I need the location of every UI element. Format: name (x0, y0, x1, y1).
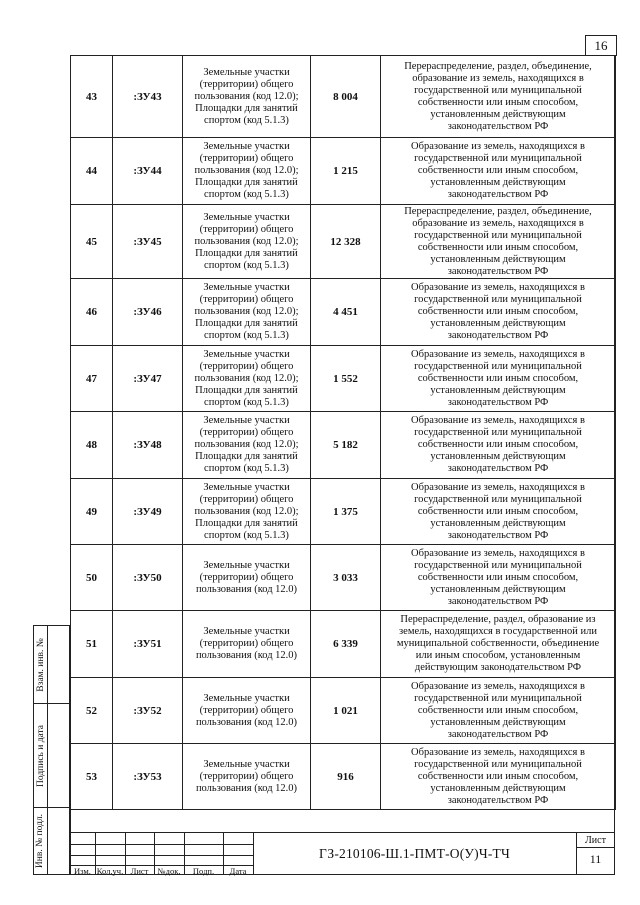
formation-method-line: образование из земель, находящихся в (412, 217, 584, 229)
plot-area: 1 021 (311, 678, 381, 744)
formation-method-line: Перераспределение, раздел, образование из (400, 614, 596, 625)
tb-header-list: Лист (130, 866, 149, 876)
permitted-use (183, 479, 311, 545)
permitted-use-line: Площадки для занятий (195, 517, 298, 529)
permitted-use-line: (территории) общего (199, 153, 294, 164)
document-code: ГЗ-210106-Ш.1-ПМТ-О(У)Ч-ТЧ (319, 845, 510, 861)
permitted-use-line: пользования (код 12.0); (194, 505, 299, 517)
permitted-use-line: пользования (код 12.0) (195, 716, 298, 728)
formation-method-line: собственности или иным способом, (417, 165, 579, 176)
plot-code: :ЗУ43 (113, 56, 183, 138)
formation-method-line: законодательством РФ (447, 794, 549, 806)
row-number: 48 (71, 412, 113, 479)
formation-method-line: Образование из земель, находящихся в (411, 746, 585, 758)
tb-header-izm: Изм. (74, 866, 91, 876)
formation-method-line: законодательством РФ (447, 396, 549, 408)
row-number: 53 (71, 744, 113, 810)
permitted-use-line: (территории) общего (199, 294, 294, 305)
permitted-use-line: Земельные участки (203, 559, 290, 571)
permitted-use-line: Площадки для занятий (195, 318, 298, 329)
permitted-use-line: пользования (код 12.0) (195, 650, 298, 661)
formation-method (381, 678, 616, 744)
formation-method-line: собственности или иным способом, (417, 505, 579, 517)
side-stamp (33, 625, 70, 875)
permitted-use-line: (территории) общего (199, 571, 294, 583)
permitted-use-line: пользования (код 12.0) (195, 583, 298, 595)
formation-method (381, 744, 616, 810)
formation-method-line: собственности или иным способом, (417, 571, 579, 583)
formation-method-line: государственной или муниципальной (414, 294, 582, 305)
plot-code: :ЗУ45 (113, 205, 183, 279)
permitted-use-line: Площадки для занятий (195, 247, 298, 259)
sheet-number: 11 (589, 852, 602, 866)
formation-method (381, 279, 616, 346)
formation-method (381, 56, 616, 138)
permitted-use (183, 611, 311, 678)
permitted-use-line: (территории) общего (199, 493, 294, 505)
formation-method-line: установленным действующим (430, 318, 566, 329)
permitted-use-line: пользования (код 12.0); (194, 165, 299, 176)
formation-method-line: установленным действующим (430, 384, 566, 396)
formation-method-line: Перераспределение, раздел, объединение, (404, 205, 592, 217)
formation-method-line: Перераспределение, раздел, объединение, (404, 60, 592, 72)
table-row (71, 611, 616, 678)
permitted-use-line: спортом (код 5.1.3) (204, 396, 289, 408)
formation-method-line: собственности или иным способом, (417, 96, 579, 108)
plot-code: :ЗУ49 (113, 479, 183, 545)
plot-area: 8 004 (311, 56, 381, 138)
formation-method-line: собственности или иным способом, (417, 439, 579, 450)
side-cell-vzam (34, 626, 71, 704)
formation-method-line: законодательством РФ (447, 265, 549, 277)
formation-method-line: законодательством РФ (447, 463, 549, 474)
formation-method-line: собственности или иным способом, (417, 372, 579, 384)
formation-method-line: государственной или муниципальной (414, 559, 582, 571)
permitted-use-line: пользования (код 12.0) (195, 782, 298, 794)
permitted-use-line: Площадки для занятий (195, 102, 298, 114)
permitted-use-line: спортом (код 5.1.3) (204, 463, 289, 474)
permitted-use (183, 346, 311, 412)
formation-method-line: государственной или муниципальной (414, 758, 582, 770)
permitted-use (183, 56, 311, 138)
side-cell-podpis (34, 704, 71, 808)
formation-method-line: государственной или муниципальной (414, 692, 582, 704)
plot-code: :ЗУ52 (113, 678, 183, 744)
table-row (71, 678, 616, 744)
row-number: 43 (71, 56, 113, 138)
plot-code: :ЗУ53 (113, 744, 183, 810)
plot-area: 916 (311, 744, 381, 810)
permitted-use-line: Земельные участки (203, 626, 290, 637)
permitted-use-line: Земельные участки (203, 141, 290, 152)
formation-method (381, 346, 616, 412)
formation-method-line: государственной или муниципальной (414, 153, 582, 164)
side-label-vzam: Взам. инв. № (35, 637, 46, 692)
formation-method-line: или иным способом, установленным (415, 650, 581, 661)
row-number: 44 (71, 138, 113, 205)
formation-method-line: государственной или муниципальной (414, 427, 582, 438)
formation-method-line: Образование из земель, находящихся в (411, 680, 585, 692)
formation-method-line: законодательством РФ (447, 728, 549, 740)
permitted-use-line: пользования (код 12.0); (194, 235, 299, 247)
formation-method (381, 545, 616, 611)
plot-area: 1 375 (311, 479, 381, 545)
plot-area: 5 182 (311, 412, 381, 479)
permitted-use-line: (территории) общего (199, 427, 294, 438)
formation-method (381, 611, 616, 678)
row-number: 45 (71, 205, 113, 279)
formation-method-line: установленным действующим (430, 583, 566, 595)
formation-method-line: Образование из земель, находящихся в (411, 481, 585, 493)
formation-method-line: установленным действующим (430, 716, 566, 728)
plot-area: 3 033 (311, 545, 381, 611)
formation-method-line: собственности или иным способом, (417, 770, 579, 782)
plot-code: :ЗУ48 (113, 412, 183, 479)
permitted-use (183, 138, 311, 205)
permitted-use-line: Земельные участки (203, 211, 290, 223)
plot-area: 1 215 (311, 138, 381, 205)
row-number: 49 (71, 479, 113, 545)
formation-method-line: законодательством РФ (447, 330, 549, 341)
permitted-use-line: Земельные участки (203, 348, 290, 360)
formation-method-line: законодательством РФ (447, 189, 549, 200)
row-number: 50 (71, 545, 113, 611)
permitted-use-line: спортом (код 5.1.3) (204, 114, 289, 126)
formation-method-line: Образование из земель, находящихся в (411, 348, 585, 360)
tb-header-doc: №док. (157, 866, 181, 876)
table-row (71, 479, 616, 545)
row-number: 51 (71, 611, 113, 678)
formation-method-line: установленным действующим (430, 451, 566, 462)
formation-method-line: собственности или иным способом, (417, 241, 579, 253)
formation-method-line: Образование из земель, находящихся в (411, 141, 585, 152)
table-row (71, 279, 616, 346)
permitted-use-line: пользования (код 12.0); (194, 372, 299, 384)
permitted-use-line: пользования (код 12.0); (194, 90, 299, 102)
permitted-use-line: Площадки для занятий (195, 177, 298, 188)
permitted-use-line: Земельные участки (203, 66, 290, 78)
side-label-inv: Инв. № подл. (35, 813, 46, 869)
plot-code: :ЗУ51 (113, 611, 183, 678)
formation-method-line: установленным действующим (430, 253, 566, 265)
formation-method-line: собственности или иным способом, (417, 704, 579, 716)
permitted-use-line: Земельные участки (203, 692, 290, 704)
formation-method-line: муниципальной собственности, объединение (396, 638, 600, 649)
plot-code: :ЗУ50 (113, 545, 183, 611)
permitted-use (183, 744, 311, 810)
row-number: 47 (71, 346, 113, 412)
formation-method-line: государственной или муниципальной (414, 493, 582, 505)
formation-method-line: Образование из земель, находящихся в (411, 415, 585, 426)
formation-method-line: законодательством РФ (447, 595, 549, 607)
plot-area: 6 339 (311, 611, 381, 678)
formation-method-line: Образование из земель, находящихся в (411, 282, 585, 293)
formation-method-line: действующим законодательством РФ (414, 662, 582, 673)
tb-header-data: Дата (229, 866, 247, 876)
formation-method-line: собственности или иным способом, (417, 306, 579, 317)
permitted-use-line: Земельные участки (203, 282, 290, 293)
permitted-use (183, 412, 311, 479)
permitted-use (183, 545, 311, 611)
permitted-use (183, 205, 311, 279)
permitted-use-line: пользования (код 12.0); (194, 439, 299, 450)
permitted-use-line: (территории) общего (199, 638, 294, 649)
side-cell-inv (34, 808, 71, 874)
permitted-use-line: пользования (код 12.0); (194, 306, 299, 317)
formation-method-line: установленным действующим (430, 517, 566, 529)
land-plots-table (70, 55, 616, 810)
permitted-use-line: Земельные участки (203, 481, 290, 493)
formation-method-line: установленным действующим (430, 177, 566, 188)
formation-method-line: государственной или муниципальной (414, 360, 582, 372)
row-number: 46 (71, 279, 113, 346)
permitted-use-line: спортом (код 5.1.3) (204, 189, 289, 200)
formation-method (381, 138, 616, 205)
table-row (71, 56, 616, 138)
plot-area: 1 552 (311, 346, 381, 412)
permitted-use-line: Земельные участки (203, 758, 290, 770)
formation-method (381, 412, 616, 479)
plot-code: :ЗУ46 (113, 279, 183, 346)
page-number: 16 (585, 35, 617, 56)
table-row (71, 346, 616, 412)
plot-area: 12 328 (311, 205, 381, 279)
permitted-use-line: (территории) общего (199, 78, 294, 90)
permitted-use-line: (территории) общего (199, 704, 294, 716)
formation-method (381, 205, 616, 279)
formation-method-line: установленным действующим (430, 782, 566, 794)
formation-method (381, 479, 616, 545)
formation-method-line: законодательством РФ (447, 120, 549, 132)
formation-method-line: образование из земель, находящихся в (412, 72, 584, 84)
plot-area: 4 451 (311, 279, 381, 346)
formation-method-line: земель, находящихся в государственной или (399, 626, 597, 637)
permitted-use-line: Земельные участки (203, 415, 290, 426)
plot-code: :ЗУ47 (113, 346, 183, 412)
plot-code: :ЗУ44 (113, 138, 183, 205)
permitted-use-line: (территории) общего (199, 770, 294, 782)
table-row (71, 744, 616, 810)
formation-method-line: государственной или муниципальной (414, 84, 582, 96)
permitted-use (183, 678, 311, 744)
side-label-podpis: Подпись и дата (35, 724, 46, 787)
formation-method-line: законодательством РФ (447, 529, 549, 541)
permitted-use-line: (территории) общего (199, 360, 294, 372)
permitted-use-line: спортом (код 5.1.3) (204, 330, 289, 341)
tb-header-podp: Подп. (192, 866, 215, 876)
sheet-label: Лист (585, 835, 606, 846)
permitted-use-line: спортом (код 5.1.3) (204, 529, 289, 541)
table-row (71, 412, 616, 479)
row-number: 52 (71, 678, 113, 744)
formation-method-line: государственной или муниципальной (414, 229, 582, 241)
tb-header-kol: Кол.уч. (96, 866, 124, 876)
table-row (71, 545, 616, 611)
table-row (71, 138, 616, 205)
permitted-use (183, 279, 311, 346)
permitted-use-line: Площадки для занятий (195, 451, 298, 462)
table-row (71, 205, 616, 279)
permitted-use-line: (территории) общего (199, 223, 294, 235)
permitted-use-line: Площадки для занятий (195, 384, 298, 396)
permitted-use-line: спортом (код 5.1.3) (204, 259, 289, 271)
formation-method-line: установленным действующим (430, 108, 566, 120)
formation-method-line: Образование из земель, находящихся в (411, 547, 585, 559)
